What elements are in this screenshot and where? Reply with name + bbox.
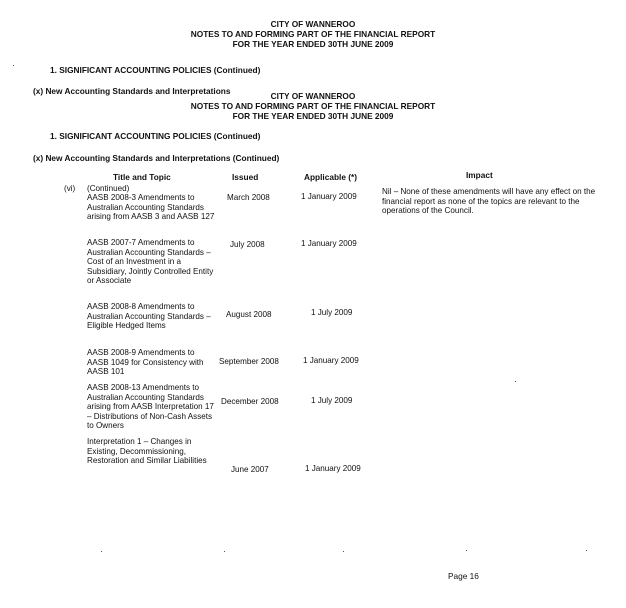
table-row-2-applicable: 1 January 2009 [301, 239, 357, 248]
table-row-3-title: AASB 2008-8 Amendments to Australian Accounting Standards – Eligible Hedged Items [87, 302, 211, 331]
row-marker: (vi) [64, 184, 76, 193]
table-row-3-issued: August 2008 [226, 310, 272, 319]
table-row-6-applicable: 1 January 2009 [305, 464, 361, 473]
page-number: Page 16 [448, 571, 479, 581]
table-row-2-issued: July 2008 [230, 240, 265, 249]
header-1-line-3: FOR THE YEAR ENDED 30TH JUNE 2009 [232, 39, 394, 49]
table-row-3-applicable: 1 July 2009 [311, 308, 353, 317]
scan-speck [586, 550, 587, 551]
scan-speck [13, 65, 14, 66]
table-row-1-issued: March 2008 [227, 193, 270, 202]
scan-speck [515, 381, 516, 382]
continued-label: (Continued) [87, 184, 130, 193]
section-1-title-continued: 1. SIGNIFICANT ACCOUNTING POLICIES (Continued) [50, 131, 261, 141]
scan-speck [224, 551, 225, 552]
column-header-applicable: Applicable (*) [304, 172, 358, 182]
table-row-4-applicable: 1 January 2009 [303, 356, 359, 365]
table-row-6-title: Interpretation 1 – Changes in Existing, Decommissioning, Restoration and Similar Liabilities [87, 437, 207, 466]
column-header-impact: Impact [466, 170, 493, 180]
table-row-4-title: AASB 2008-9 Amendments to AASB 1049 for Consistency with AASB 101 [87, 348, 204, 377]
table-row-5-title: AASB 2008-13 Amendments to Australian Accounting Standards arising from AASB Interpretation 17 – Distributions of Non-Cash Assets to Owners [87, 383, 214, 431]
table-row-2-title: AASB 2007-7 Amendments to Australian Accounting Standards – Cost of an Investment in a Subsidiary, Jointly Controlled Entity or Associate [87, 238, 214, 286]
table-row-1-title: AASB 2008-3 Amendments to Australian Accounting Standards arising from AASB 3 and AASB 127 [87, 193, 215, 222]
scan-speck [343, 551, 344, 552]
section-1-title: 1. SIGNIFICANT ACCOUNTING POLICIES (Continued) [50, 65, 261, 75]
table-row-6-issued: June 2007 [231, 465, 269, 474]
column-header-title: Title and Topic [113, 172, 171, 182]
header-1-line-1: CITY OF WANNEROO [270, 19, 356, 29]
header-2-line-2: NOTES TO AND FORMING PART OF THE FINANCIAL REPORT [190, 101, 436, 111]
header-2-line-1: CITY OF WANNEROO [270, 91, 356, 101]
subsection-x-title-continued: (x) New Accounting Standards and Interpretations (Continued) [33, 153, 280, 163]
table-row-1-applicable: 1 January 2009 [301, 192, 357, 201]
header-1-line-2: NOTES TO AND FORMING PART OF THE FINANCIAL REPORT [190, 29, 436, 39]
table-row-1-impact: Nil – None of these amendments will have any effect on the financial report as none of the topics are relevant to the operations of the Council. [382, 187, 596, 216]
table-row-4-issued: September 2008 [219, 357, 279, 366]
column-header-issued: Issued [232, 172, 259, 182]
scan-speck [466, 550, 467, 551]
header-2-line-3: FOR THE YEAR ENDED 30TH JUNE 2009 [232, 111, 394, 121]
report-header-2 [0, 91, 626, 121]
table-row-5-applicable: 1 July 2009 [311, 396, 353, 405]
report-header-1 [0, 19, 626, 49]
scan-speck [101, 551, 102, 552]
subsection-x-title: (x) New Accounting Standards and Interpretations [33, 86, 231, 96]
table-row-5-issued: December 2008 [221, 397, 279, 406]
